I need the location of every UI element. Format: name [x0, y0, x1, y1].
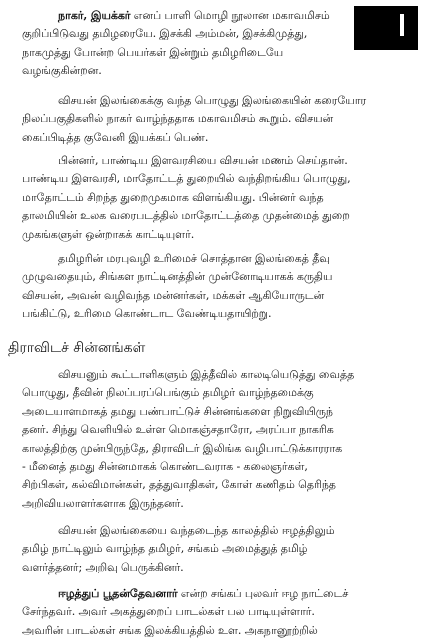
line: தனர். சிந்து வெளியில் உள்ள மொகஞ்சதாரோ, அரப்பா நாகரிக — [22, 423, 334, 437]
line — [22, 584, 414, 603]
line: சேர்ந்தவர். அவர் அகத்துறைப் பாடல்கள் பல பாடியுள்ளார். — [22, 605, 315, 619]
paragraph-3 — [22, 152, 414, 244]
line: முழுவதையும், சிங்கள நாட்டினத்தின் முன்னோடியாகக் கருதிய — [22, 270, 333, 284]
line: சிற்பிகள், கல்விமான்கள், தத்துவாதிகள், கோள் கணிதம் தெரிந்த — [22, 478, 336, 492]
line: விசயனும் கூட்டாளிகளும் இத்தீவில் காலடியெடுத்து வைத்த — [58, 368, 355, 381]
line: தமிழரின் மரபுவழி உரிமைச் சொத்தான இலங்கைத் தீவு — [58, 252, 330, 265]
paragraph-6 — [22, 522, 414, 577]
line — [22, 6, 414, 25]
line: குறிப்பிடுவது தமிழரையே. இசக்கி அம்மன், இசக்கிமுத்து, — [22, 27, 308, 41]
line: பின்னர், பாண்டிய இளவரசியை விசயன் மணம் செய்தான். — [58, 154, 348, 167]
paragraph-1 — [22, 6, 414, 81]
line: தமிழ் நாட்டிலும் வாழ்ந்த தமிழர், சங்கம் அமைத்துத் தமிழ் — [22, 542, 308, 556]
line: நிலப்பகுதிகளில் நாகர் வாழ்ந்ததாக மகாவமிசம் கூறும். விசயன் — [22, 112, 334, 126]
paragraph-4 — [22, 250, 414, 324]
text-run: என்ற சங்கப் புலவர் ஈழ நாட்டைச் — [177, 587, 349, 600]
line: பாண்டிய இளவரசி, மாதோட்டத் துறையில் வந்திறங்கிய பொழுது, — [22, 172, 351, 186]
text-run: எனப் பாளி மொழி நூலான மகாவமிசம் — [130, 9, 330, 22]
section-heading: திராவிடச் சின்னங்கள் — [8, 340, 146, 356]
line: பங்கிட்டு, உரிமை கொண்டாட வேண்டியதாயிற்று. — [22, 307, 272, 321]
line: மாதோட்டம் சிறந்த துறைமுகமாக விளங்கியது. பின்னர் வந்த — [22, 190, 324, 204]
line: தாலமியின் உலக வரைபடத்தில் மாதோட்டத்தை முதன்மைத் துறை — [22, 209, 350, 223]
line: - மீனைத் தமது சின்னமாகக் கொண்டவராக - கலைஞர்கள், — [22, 460, 308, 474]
bold-phrase: ஈழத்துப் பூதன்தேவனார் — [58, 586, 178, 600]
paragraph-7 — [22, 584, 414, 640]
line: கைப்பிடித்த குவேனி இயக்கப் பெண். — [22, 130, 209, 144]
line: விசயன் இலங்கையை வந்தடைந்த காலத்தில் ஈழத்திலும் — [58, 524, 335, 537]
line: நாகமுத்து போன்ற பெயர்கள் இன்றும் தமிழரிடையே — [22, 45, 284, 59]
line: வளர்த்தனர்; அறிவு பெருக்கினர். — [22, 560, 184, 574]
line: விசயன், அவன் வழிவந்த மன்னர்கள், மக்கள் ஆகியோருடன் — [22, 288, 325, 302]
line: வழங்குகின்றன. — [22, 64, 102, 78]
bold-phrase: நாகர், இயக்கர் — [58, 8, 131, 22]
line: முகங்களுள் ஒன்றாகக் காட்டியுளர். — [22, 227, 195, 241]
paragraph-5 — [22, 366, 414, 513]
line: காலத்திற்கு முன்பிருந்தே, திராவிடர் இலிங்க வழிபாட்டுக்காரராக — [22, 441, 343, 455]
paragraph-2 — [22, 92, 414, 147]
line: பொழுது, தீவின் நிலப்பரப்பெங்கும் தமிழர் வாழ்ந்தமைக்கு — [22, 386, 314, 400]
line: அவரின் பாடல்கள் சங்க இலக்கியத்தில் உள. அகநானூற்றில் — [22, 623, 318, 637]
line: விசயன் இலங்கைக்கு வந்த பொழுது இலங்கையின் கரையோர — [58, 94, 367, 107]
line: அடையாளமாகத் தமது பண்பாட்டுச் சின்னங்களை நிறுவியிருந் — [22, 404, 333, 418]
line: அறிவியலாளர்களாக இருந்தனர். — [22, 496, 184, 510]
